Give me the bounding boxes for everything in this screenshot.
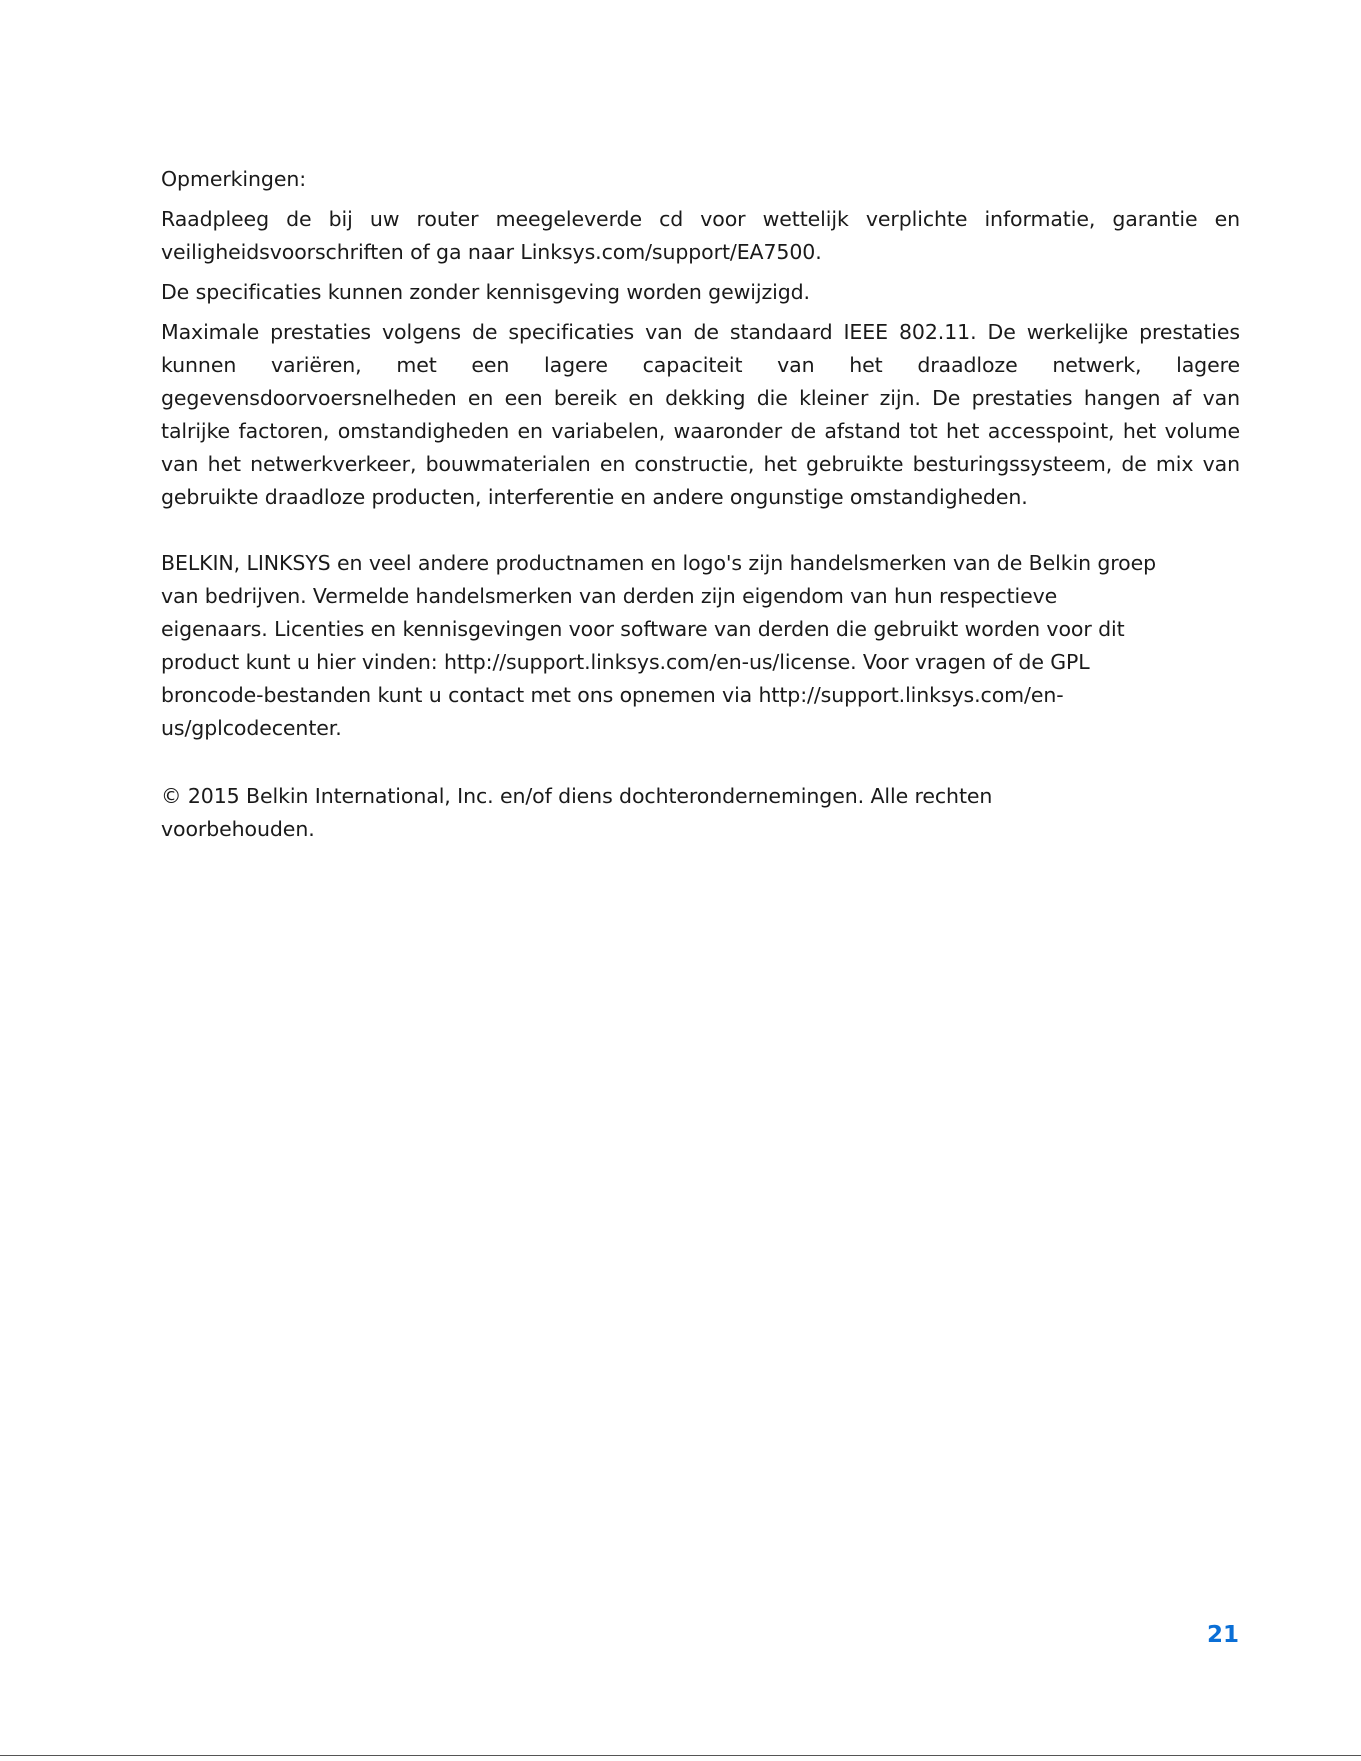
paragraph-spacer <box>161 521 1240 547</box>
paragraph-performance-disclaimer: Maximale prestaties volgens de specificaties van de standaard IEEE 802.11. De werkelijke prestaties kunnen variëren, met een lagere capaciteit van het draadloze netwerk, lagere gegevensdoorvoersnelheden en een bereik en dekking die kleiner zijn. De prestaties hangen af van talrijke factoren, omstandigheden en variabelen, waaronder de afstand tot het accesspoint, het volume van het netwerkverkeer, bouwmaterialen en constructie, het gebruikte besturingssysteem, de mix van gebruikte draadloze producten, interferentie en andere ongunstige omstandigheden. <box>161 320 1240 509</box>
notes-heading: Opmerkingen: <box>161 167 307 191</box>
paragraph-regulatory-info: Raadpleeg de bij uw router meegeleverde cd voor wettelijk verplichte informatie, garantie en veiligheidsvoorschriften of ga naar Linksys.com/support/EA7500. <box>161 207 1240 264</box>
paragraph-specifications-change: De specificaties kunnen zonder kennisgeving worden gewijzigd. <box>161 280 810 304</box>
document-body <box>161 163 1240 853</box>
paragraph-spacer <box>161 752 1240 780</box>
bottom-divider <box>0 1755 1361 1756</box>
paragraph-copyright: © 2015 Belkin International, Inc. en/of diens dochterondernemingen. Alle rechten voorbehouden. <box>161 784 993 841</box>
page-number: 21 <box>1206 1622 1239 1648</box>
paragraph-trademarks-licenses: BELKIN, LINKSYS en veel andere productnamen en logo's zijn handelsmerken van de Belkin groep van bedrijven. Vermelde handelsmerken van derden zijn eigendom van hun respectieve eigenaars. Licenties en kennisgevingen voor software van derden die gebruikt worden voor dit product kunt u hier vinden: http://support.linksys.com/en-us/license. Voor vragen of de GPL broncode-bestanden kunt u contact met ons opnemen via http://support.linksys.com/en-us/gplcodecenter. <box>161 551 1157 740</box>
